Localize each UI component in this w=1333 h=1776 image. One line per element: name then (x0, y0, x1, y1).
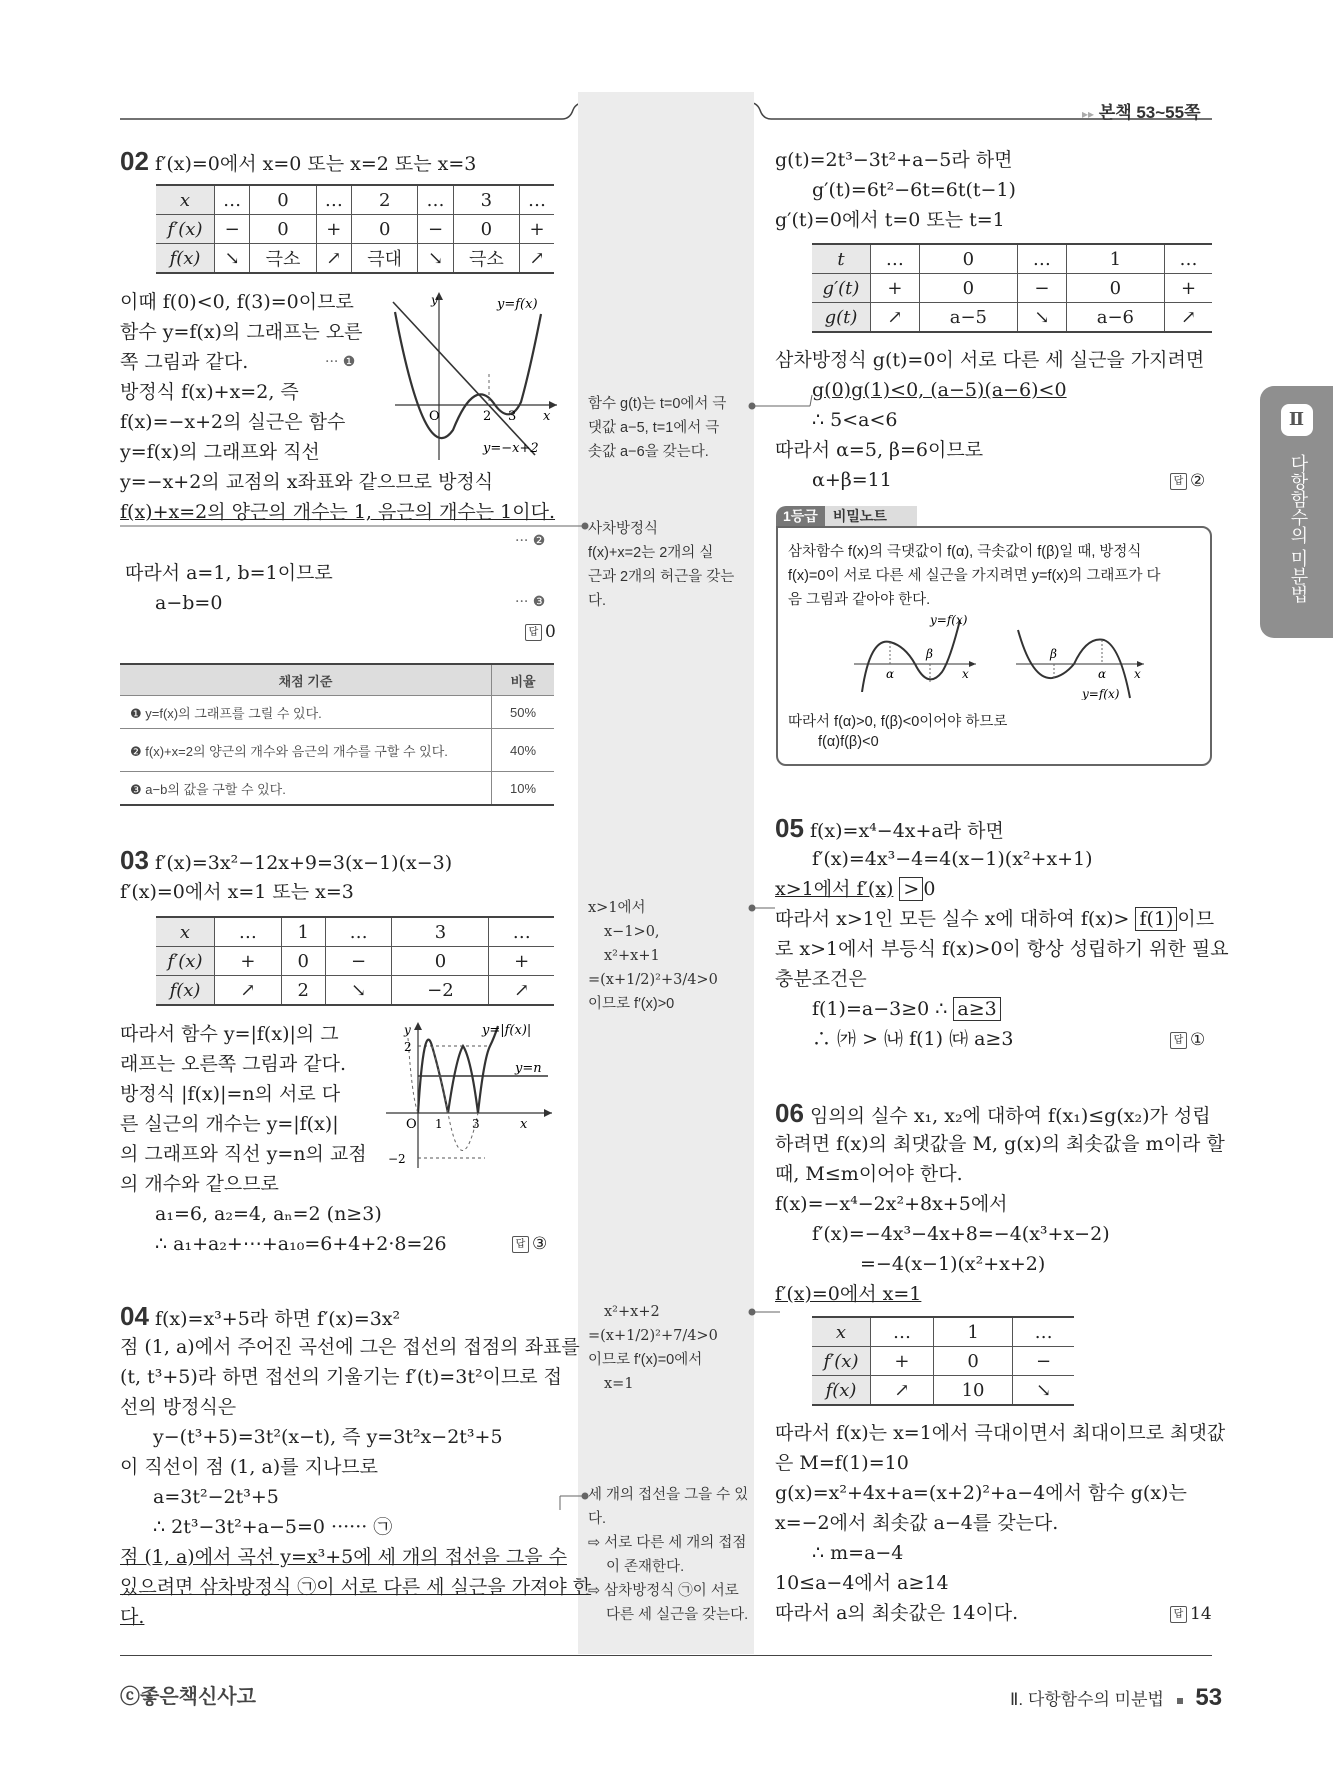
cell: 0 (933, 1347, 1012, 1376)
cell: f(x) (156, 244, 215, 274)
answer-icon: 답 (1170, 473, 1187, 490)
secret-note-line-2: 음 그림과 같아야 한다. (788, 592, 931, 608)
p04c-line-1: g′(t)=6t²−6t=6t(t−1) (812, 179, 1016, 201)
footer-rule (120, 1655, 1212, 1656)
secret-note-line-1: f(x)=0이 서로 다른 세 실근을 가지려면 y=f(x)의 그래프가 다 (788, 568, 1161, 584)
p04c-after-3: 따라서 α=5, β=6이므로 (775, 439, 984, 461)
mid-note-line: 이므로 f′(x)=0에서 (588, 1352, 703, 1368)
cell: 0 (351, 215, 417, 244)
cell: … (1013, 1317, 1074, 1347)
step-marker-2: ··· ❷ (515, 533, 546, 549)
p05-intro: f(x)=x⁴−4x+a라 하면 (809, 820, 1004, 842)
mid-note-line: 이므로 f′(x)>0 (588, 996, 675, 1012)
cell: 0 (281, 947, 325, 976)
p03-line-3: 른 실근의 개수는 y=|f(x)| (120, 1113, 339, 1135)
p02-graph-origin: O (429, 409, 440, 424)
cell: … (215, 917, 282, 947)
p03-number: 03 (120, 845, 149, 875)
p03-graph-curve-label: y=|f(x)| (482, 1023, 532, 1038)
footer-chapter (1010, 1684, 1222, 1712)
p04c-after-1: g(0)g(1)<0, (a−5)(a−6)<0 (812, 379, 1067, 401)
cell: − (418, 215, 453, 244)
mid-note-line: 다른 세 실근을 갖는다. (606, 1607, 749, 1623)
p03-graph-tick-2: 2 (404, 1040, 412, 1054)
p02-graph-y-label: y (431, 293, 438, 307)
p04-line-1: (t, t³+5)라 하면 접선의 기울기는 f′(t)=3t²이므로 접 (120, 1366, 563, 1388)
mid-note-line: x²+x+1 (604, 948, 660, 964)
step-marker-1: ··· ❶ (325, 354, 356, 370)
p05-line-2-text: 따라서 x>1인 모든 실수 x에 대하여 f(x)> (775, 908, 1130, 930)
cell: ↗ (871, 1376, 934, 1406)
p05-answer-value: ① (1190, 1030, 1206, 1050)
p02-graph-line-label: y=−x+2 (483, 441, 539, 456)
p03-seq: a₁=6, a₂=4, aₙ=2 (n≥3) (155, 1203, 382, 1225)
cell: 1 (933, 1317, 1012, 1347)
mid-note-line: =(x+1/2)²+3/4>0 (588, 972, 718, 988)
cell: − (215, 215, 250, 244)
chapter-roman: Ⅱ (1281, 404, 1313, 436)
cell: ↗ (215, 976, 282, 1006)
p02-graph-curve-label: y=f(x) (497, 297, 538, 312)
p04-line-9: 다. (120, 1606, 145, 1628)
p04-line-7: 점 (1, a)에서 곡선 y=x³+5에 세 개의 접선을 그을 수 (120, 1546, 567, 1568)
grading-ratio: 10% (492, 772, 555, 806)
page-ref-text: 본책 53~55쪽 (1098, 103, 1201, 122)
cell: f′(x) (156, 215, 215, 244)
p06-intro: 임의의 실수 x₁, x₂에 대하여 f(x₁)≤g(x₂)가 성립 (809, 1105, 1211, 1127)
cell: … (418, 185, 453, 215)
p04c-line-2: g′(t)=0에서 t=0 또는 t=1 (775, 209, 1005, 231)
answer-icon: 답 (1170, 1606, 1187, 1623)
grading-header-ratio: 비율 (492, 664, 555, 696)
mid-note-line: 사차방정식 (588, 521, 659, 537)
answer-icon: 답 (525, 624, 542, 641)
p04-line-3: y−(t³+5)=3t²(x−t), 즉 y=3t²x−2t³+5 (153, 1426, 503, 1448)
cell: x (156, 185, 215, 215)
p03-line-2: 방정식 |f(x)|=n의 서로 다 (120, 1083, 341, 1105)
p02-intro: f′(x)=0에서 x=0 또는 x=2 또는 x=3 (154, 153, 477, 175)
mid-note-line: =(x+1/2)²+7/4>0 (588, 1328, 718, 1344)
footer-publisher: ⓒ좋은책신사고 (120, 1686, 256, 1708)
sn-g1-alpha: α (886, 667, 895, 681)
cell: ↗ (1164, 303, 1212, 333)
cell: 0 (453, 215, 519, 244)
cell: + (489, 947, 554, 976)
cell: − (1013, 1347, 1074, 1376)
p02-line-7: f(x)+x=2의 양근의 개수는 1, 음근의 개수는 1이다. (120, 501, 556, 523)
mid-note-line: 함수 g(t)는 t=0에서 극 (588, 396, 727, 412)
cell: ↘ (215, 244, 250, 274)
p02-line-0: 이때 f(0)<0, f(3)=0이므로 (120, 291, 354, 313)
footer-chapter-text: Ⅱ. 다항함수의 미분법 (1010, 1690, 1164, 1709)
answer-icon: 답 (1170, 1032, 1187, 1049)
p06-line-5-text: f′(x)=0에서 x=1 (775, 1283, 922, 1305)
sn-g1-beta: β (926, 647, 933, 661)
p04-line-6: ∴ 2t³−3t²+a−5=0 ······ ㉠ (153, 1516, 393, 1538)
cell: f′(x) (812, 1347, 871, 1376)
p06-line-3: f′(x)=−4x³−4x+8=−4(x³+x−2) (812, 1223, 1110, 1245)
p03-answer-value: ③ (532, 1234, 548, 1254)
mid-note-line: 이 존재한다. (606, 1559, 685, 1575)
mid-note-line: ⇨ 삼차방정식 ㉠이 서로 (588, 1583, 739, 1599)
p06-after-3: x=−2에서 최솟값 a−4를 갖는다. (775, 1512, 1059, 1534)
cell: ↗ (316, 244, 351, 274)
p06-after-2: g(x)=x²+4x+a=(x+2)²+a−4에서 함수 g(x)는 (775, 1482, 1187, 1504)
mid-note-line: 댓값 a−5, t=1에서 극 (588, 420, 720, 436)
mid-note-line: 솟값 a−6을 갖는다. (588, 444, 709, 460)
sn-g2-beta: β (1050, 647, 1057, 661)
p02-line-3: 방정식 f(x)+x=2, 즉 (120, 381, 299, 403)
p04-intro: f(x)=x³+5라 하면 f′(x)=3x² (154, 1308, 401, 1330)
cell: x (812, 1317, 871, 1347)
p06-after-4: ∴ m=a−4 (812, 1542, 904, 1564)
cell: 2 (351, 185, 417, 215)
p02-line-1: 함수 y=f(x)의 그래프는 오른 (120, 321, 363, 343)
p03-graph-tick-3: 3 (472, 1117, 480, 1131)
p04-line-5: a=3t²−2t³+5 (153, 1486, 279, 1508)
p03-line-1: 래프는 오른쪽 그림과 같다. (120, 1053, 347, 1075)
p05-line-6: ∴ ㈎ > ㈏ f(1) ㈐ a≥3 (812, 1028, 1014, 1050)
p03-intro: f′(x)=3x²−12x+9=3(x−1)(x−3) (154, 852, 453, 874)
cell: ↘ (1013, 1376, 1074, 1406)
mid-note-line: f(x)+x=2는 2개의 실 (588, 545, 714, 561)
p02-line-2-text: 쪽 그림과 같다. (120, 351, 249, 373)
cell: 0 (919, 244, 1017, 274)
grading-criteria: ❸ a−b의 값을 구할 수 있다. (120, 772, 492, 806)
p04-line-0: 점 (1, a)에서 주어진 곡선에 그은 접선의 접점의 좌표를 (120, 1336, 580, 1358)
mid-note-line: x−1>0, (604, 924, 660, 940)
p02-line-5: y=f(x)의 그래프와 직선 (120, 441, 320, 463)
p05-blank-ga: > (899, 877, 923, 901)
cell: t (812, 244, 871, 274)
cell: x (156, 917, 215, 947)
p05-f1-suffix: 이므 (1177, 908, 1215, 930)
p03-graph-y-label: y (404, 1023, 411, 1037)
cell: f′(x) (156, 947, 215, 976)
p03-line2: f′(x)=0에서 x=1 또는 x=3 (120, 881, 354, 903)
p04c-after-2: ∴ 5<a<6 (812, 409, 898, 431)
p06-after-0: 따라서 f(x)는 x=1에서 극대이면서 최대이므로 최댓값 (775, 1422, 1226, 1444)
p05-line-5-text: f(1)=a−3≥0 ∴ (812, 998, 948, 1020)
p03-line-0: 따라서 함수 y=|f(x)|의 그 (120, 1023, 339, 1045)
cell: 0 (1066, 274, 1164, 303)
p04-line-2: 선의 방정식은 (120, 1396, 237, 1418)
p05-line-0: f′(x)=4x³−4=4(x−1)(x²+x+1) (812, 848, 1093, 870)
p04-answer-value: ② (1190, 471, 1206, 491)
p04c-after-0: 삼차방정식 g(t)=0이 서로 다른 세 실근을 가지려면 (775, 349, 1205, 371)
p02-line-6: y=−x+2의 교점의 x좌표와 같으므로 방정식 (120, 471, 494, 493)
mid-note-line: 근과 2개의 허근을 갖는 (588, 569, 735, 585)
p05-blank-da: a≥3 (953, 997, 1000, 1021)
p06-line-4: =−4(x−1)(x²+x+2) (860, 1253, 1046, 1275)
grading-criteria: ❶ y=f(x)의 그래프를 그릴 수 있다. (120, 696, 492, 729)
p03-graph-tick-1: 1 (435, 1117, 443, 1131)
grading-ratio: 40% (492, 729, 555, 772)
cell: 0 (250, 215, 316, 244)
sn-g1-x: x (962, 667, 969, 681)
p05-line-1-text: x>1에서 f′(x) (775, 878, 894, 900)
p05-number: 05 (775, 813, 804, 843)
mid-note-line: ⇨ 서로 다른 세 개의 접점 (588, 1535, 747, 1551)
cell: 2 (281, 976, 325, 1006)
secret-note-grade: 1등급 (776, 506, 825, 526)
cell: … (520, 185, 554, 215)
p02-graph-tick-2: 2 (483, 409, 492, 424)
cell: −2 (392, 976, 489, 1006)
cell: f(x) (812, 1376, 871, 1406)
cell: … (871, 244, 920, 274)
p06-after-1: 은 M=f(1)=10 (775, 1452, 909, 1474)
cell: 0 (919, 274, 1017, 303)
cell: … (215, 185, 250, 215)
sn-g2-alpha: α (1098, 667, 1107, 681)
p03-line-4: 의 그래프와 직선 y=n의 교점 (120, 1143, 367, 1165)
p06-number: 06 (775, 1098, 804, 1128)
cell: + (871, 1347, 934, 1376)
p05-blank-na: f(1) (1135, 907, 1177, 931)
cell: … (1164, 244, 1212, 274)
grading-header-criteria: 채점 기준 (120, 664, 492, 696)
mid-note-line: x=1 (604, 1376, 634, 1392)
cell: + (316, 215, 351, 244)
p03-sum: ∴ a₁+a₂+⋯+a₁₀=6+4+2·8=26 (155, 1233, 447, 1255)
cell: − (325, 947, 392, 976)
secret-note-concl-2: f(α)f(β)<0 (818, 734, 879, 750)
cell: … (871, 1317, 934, 1347)
cell: 극소 (250, 244, 316, 274)
p06-line-2: f(x)=−x⁴−2x²+8x+5에서 (775, 1193, 1008, 1215)
cell: ↗ (520, 244, 554, 274)
footer-dot (1177, 1698, 1183, 1704)
cell: … (489, 917, 554, 947)
cell: 3 (453, 185, 519, 215)
cell: 1 (281, 917, 325, 947)
cell: ↘ (325, 976, 392, 1006)
p06-after-5: 10≤a−4에서 a≥14 (775, 1572, 949, 1594)
cell: 0 (250, 185, 316, 215)
p06-line-0: 하려면 f(x)의 최댓값을 M, g(x)의 최솟값을 m이라 할 (775, 1133, 1225, 1155)
answer-icon: 답 (512, 1236, 529, 1253)
cell: ↗ (871, 303, 920, 333)
mid-note-line: x>1에서 (588, 900, 646, 916)
cell: … (325, 917, 392, 947)
p04-line-4: 이 직선이 점 (1, a)를 지나므로 (120, 1456, 379, 1478)
sn-g2-x: x (1134, 667, 1141, 681)
p02-conclusion: 따라서 a=1, b=1이므로 (125, 562, 333, 584)
cell: ↘ (418, 244, 453, 274)
p05-line-3: 로 x>1에서 부등식 f(x)>0이 항상 성립하기 위한 필요 (775, 938, 1229, 960)
p06-answer-value: 14 (1190, 1604, 1212, 1624)
cell: … (316, 185, 351, 215)
p04-line-8: 있으려면 삼차방정식 ㉠이 서로 다른 세 실근을 가져야 한 (120, 1576, 592, 1598)
cell: + (215, 947, 282, 976)
secret-note-concl-1: 따라서 f(α)>0, f(β)<0이어야 하므로 (788, 714, 1008, 730)
cell: 극소 (453, 244, 519, 274)
cell: a−6 (1066, 303, 1164, 333)
grading-ratio: 50% (492, 696, 555, 729)
cell: 10 (933, 1376, 1012, 1406)
cell: + (871, 274, 920, 303)
secret-note-title: 비밀노트 (825, 506, 917, 526)
chapter-title: 다항함수의 미분법 (1288, 454, 1309, 604)
p03-graph-tick-m2: −2 (388, 1152, 406, 1166)
mid-note-line: 다. (588, 1511, 607, 1527)
mid-note-line: 세 개의 접선을 그을 수 있 (588, 1487, 749, 1503)
p03-line-5: 의 개수와 같으므로 (120, 1173, 279, 1195)
p02-answer-value: 0 (545, 622, 556, 642)
cell: + (1164, 274, 1212, 303)
p04c-line-0: g(t)=2t³−3t²+a−5라 하면 (775, 149, 1013, 171)
p03-graph-x-label: x (520, 1117, 528, 1132)
p02-graph-x-label: x (543, 409, 551, 424)
p04-number: 04 (120, 1301, 149, 1331)
cell: 1 (1066, 244, 1164, 274)
cell: 극대 (351, 244, 417, 274)
p02-graph-tick-3: 3 (508, 409, 517, 424)
p02-line-4: f(x)=−x+2의 실근은 함수 (120, 411, 346, 433)
cell: g(t) (812, 303, 871, 333)
p05-line-4: 충분조건은 (775, 968, 867, 990)
p03-graph-line-label: y=n (515, 1061, 542, 1076)
mid-note-line: x²+x+2 (604, 1304, 660, 1320)
p03-graph-origin: O (406, 1117, 417, 1132)
p05-zero: 0 (923, 878, 936, 900)
cell: − (1017, 274, 1066, 303)
cell: + (520, 215, 554, 244)
sn-g2-label: y=f(x) (1082, 687, 1120, 700)
double-arrow-icon: ▸▸ (1082, 107, 1095, 121)
cell: ↗ (489, 976, 554, 1006)
cell: ↘ (1017, 303, 1066, 333)
step-marker-3: ··· ❸ (515, 594, 546, 610)
p02-result: a−b=0 (155, 592, 223, 614)
cell: f(x) (156, 976, 215, 1006)
cell: a−5 (919, 303, 1017, 333)
mid-note-line: 다. (588, 593, 607, 609)
cell: 3 (392, 917, 489, 947)
cell: … (1017, 244, 1066, 274)
secret-note-line-0: 삼차함수 f(x)의 극댓값이 f(α), 극솟값이 f(β)일 때, 방정식 (788, 544, 1142, 560)
p02-number: 02 (120, 146, 149, 176)
cell: g′(t) (812, 274, 871, 303)
page-number: 53 (1195, 1684, 1223, 1711)
cell: 0 (392, 947, 489, 976)
grading-criteria: ❷ f(x)+x=2의 양근의 개수와 음근의 개수를 구할 수 있다. (120, 729, 492, 772)
sn-g1-label: y=f(x) (930, 613, 968, 627)
p04c-after-4: α+β=11 (812, 469, 892, 491)
p06-line-1: 때, M≤m이어야 한다. (775, 1163, 963, 1185)
p06-after-6: 따라서 a의 최솟값은 14이다. (775, 1602, 1019, 1624)
